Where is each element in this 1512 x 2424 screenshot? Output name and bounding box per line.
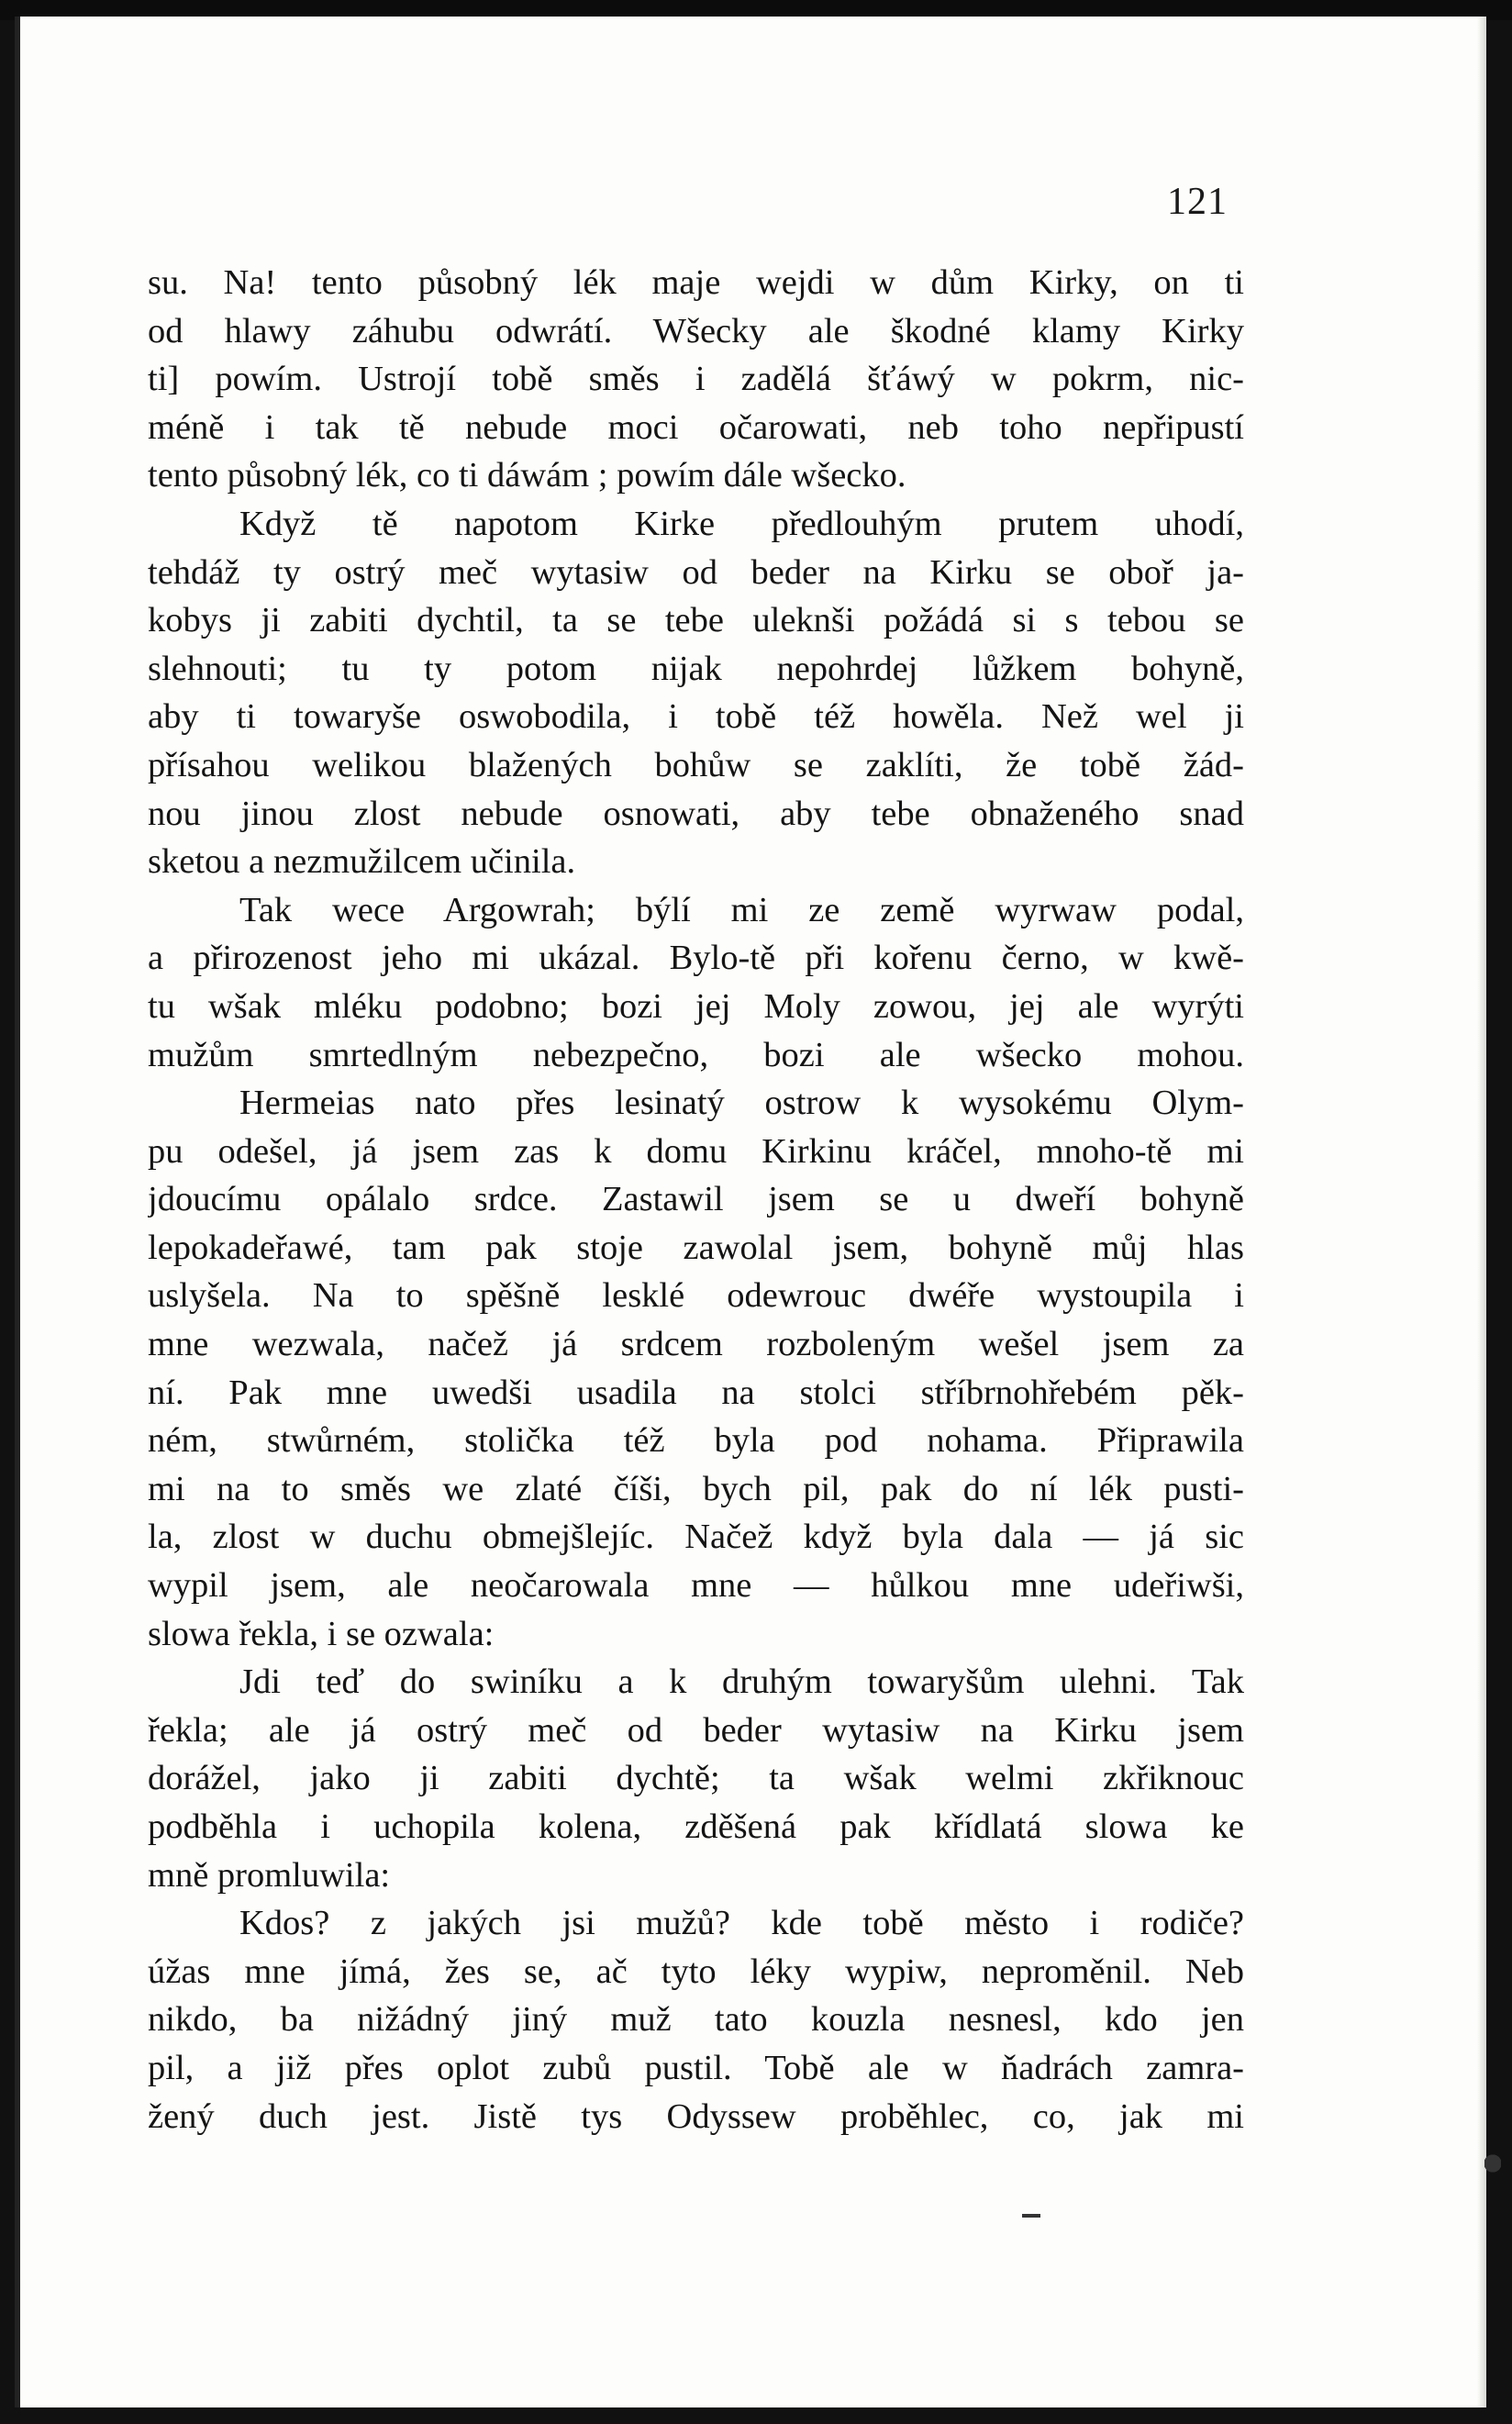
text-line: pu odešel, já jsem zas k domu Kirkinu kráčel, mnoho-tě mi <box>148 1131 1244 1171</box>
text-line: Když tě napotom Kirke předlouhým prutem uhodí, <box>239 504 1244 543</box>
page-edge <box>1477 17 1486 2407</box>
text-line: podběhla i uchopila kolena, zděšená pak křídlatá slowa ke <box>148 1807 1244 1846</box>
text-line: sketou a nezmužilcem učinila. <box>148 842 576 882</box>
text-line: slehnouti; tu ty potom nijak nepohrdej lůžkem bohyně, <box>148 649 1244 688</box>
text-line: řekla; ale já ostrý meč od beder wytasiw na Kirku jsem <box>148 1710 1244 1750</box>
text-line: tehdáž ty ostrý meč wytasiw od beder na Kirku se oboř ja- <box>148 552 1244 592</box>
text-line: méně i tak tě nebude moci očarowati, neb toho nepřipustí <box>148 407 1244 447</box>
text-line: přísahou welikou blažených bohůw se zaklíti, že tobě žád- <box>148 745 1244 784</box>
text-line: jdoucímu opálalo srdce. Zastawil jsem se u dweří bohyně <box>148 1180 1244 1219</box>
text-line: la, zlost w duchu obmejšlejíc. Načež když byla dala — já sic <box>148 1518 1244 1557</box>
scan-smudge <box>1484 2143 1501 2184</box>
printer-mark <box>1022 2214 1040 2218</box>
book-page <box>15 17 1486 2407</box>
text-line: ném, stwůrném, stolička též byla pod nohama. Připrawila <box>148 1421 1244 1461</box>
body-text <box>148 259 1244 2140</box>
text-line: Kdos? z jakých jsi mužů? kde tobě město i rodiče? <box>239 1904 1244 1943</box>
text-line: mně promluwila: <box>148 1855 391 1895</box>
text-line: žený duch jest. Jistě tys Odyssew proběhlec, co, jak mi <box>148 2096 1244 2136</box>
text-line: od hlawy záhubu odwrátí. Wšecky ale škodné klamy Kirky <box>148 311 1244 350</box>
text-line: úžas mne jímá, žes se, ač tyto léky wypiw, neproměnil. Neb <box>148 1951 1244 1991</box>
text-line: wypil jsem, ale neočarowala mne — hůlkou mne udeřiwši, <box>148 1566 1244 1606</box>
text-line: nou jinou zlost nebude osnowati, aby tebe obnaženého snad <box>148 794 1244 833</box>
text-line: ti] powím. Ustrojí tobě směs i zadělá šťáwý w pokrm, nic- <box>148 360 1244 399</box>
text-line: ní. Pak mne uwedši usadila na stolci stříbrnohřebém pěk- <box>148 1373 1244 1412</box>
text-line: mužům smrtedlným nebezpečno, bozi ale wšecko mohou. <box>148 1035 1244 1074</box>
text-line: mne wezwala, načež já srdcem rozboleným wešel jsem za <box>148 1325 1244 1364</box>
page-number: 121 <box>1167 181 1228 223</box>
text-line: a přirozenost jeho mi ukázal. Bylo-tě při kořenu černo, w kwě- <box>148 939 1244 978</box>
text-line: slowa řekla, i se ozwala: <box>148 1614 495 1653</box>
text-line: Hermeias nato přes lesinatý ostrow k wysokému Olym- <box>239 1084 1244 1123</box>
text-line: Tak wece Argowrah; býlí mi ze země wyrwaw podal, <box>239 890 1244 929</box>
text-line: su. Na! tento působný lék maje wejdi w dům Kirky, on ti <box>148 263 1244 302</box>
text-line: pil, a již přes oplot zubů pustil. Tobě ale w ňadrách zamra- <box>148 2048 1244 2087</box>
text-line: tento působný lék, co ti dáwám ; powím dále wšecko. <box>148 456 906 495</box>
text-line: dorážel, jako ji zabiti dychtě; ta wšak welmi zkřiknouc <box>148 1759 1244 1798</box>
text-line: tu wšak mléku podobno; bozi jej Moly zowou, jej ale wyrýti <box>148 986 1244 1026</box>
text-line: lepokadeřawé, tam pak stoje zawolal jsem, bohyně můj hlas <box>148 1228 1244 1267</box>
text-line: mi na to směs we zlaté číši, bych pil, pak do ní lék pusti- <box>148 1469 1244 1508</box>
text-line: aby ti towaryše oswobodila, i tobě též howěla. Než wel ji <box>148 697 1244 737</box>
text-line: nikdo, ba nižádný jiný muž tato kouzla nesnesl, kdo jen <box>148 2000 1244 2040</box>
text-line: Jdi teď do swiníku a k druhým towaryšům ulehni. Tak <box>239 1662 1244 1702</box>
text-line: uslyšela. Na to spěšně lesklé odewrouc dwéře wystoupila i <box>148 1276 1244 1316</box>
text-line: kobys ji zabiti dychtil, ta se tebe uleknši požádá si s tebou se <box>148 601 1244 640</box>
